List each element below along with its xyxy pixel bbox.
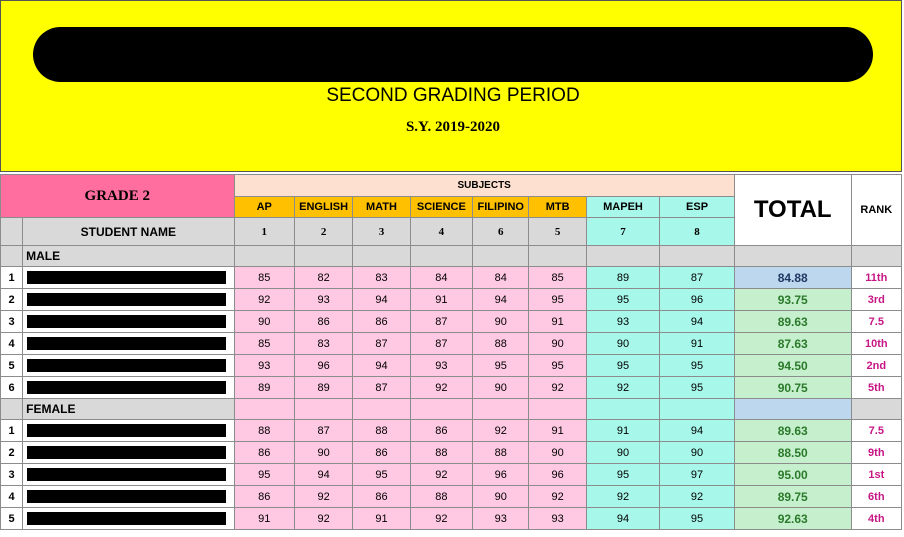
rank-value: 9th bbox=[851, 442, 901, 464]
subject-number: 7 bbox=[586, 218, 659, 246]
grade-cell: 92 bbox=[234, 289, 294, 311]
total-average: 89.75 bbox=[734, 486, 851, 508]
student-name bbox=[23, 267, 234, 289]
student-row bbox=[1, 355, 902, 377]
grade-cell: 91 bbox=[586, 420, 659, 442]
subject-header-science: SCIENCE bbox=[410, 197, 472, 218]
student-name bbox=[23, 464, 234, 486]
row-index: 5 bbox=[1, 508, 23, 530]
redacted-student-name bbox=[27, 424, 225, 437]
total-average: 93.75 bbox=[734, 289, 851, 311]
total-average: 88.50 bbox=[734, 442, 851, 464]
redacted-student-name bbox=[27, 271, 225, 284]
section-blank-cell bbox=[410, 246, 472, 267]
section-label: MALE bbox=[23, 246, 234, 267]
student-name bbox=[23, 289, 234, 311]
student-name-header: STUDENT NAME bbox=[23, 218, 234, 246]
grade-cell: 92 bbox=[529, 486, 586, 508]
student-row bbox=[1, 486, 902, 508]
grade-cell: 93 bbox=[473, 508, 529, 530]
grade-cell: 95 bbox=[660, 508, 735, 530]
section-row bbox=[1, 399, 902, 420]
grade-cell: 86 bbox=[353, 442, 410, 464]
redacted-student-name bbox=[27, 315, 225, 328]
grade-cell: 96 bbox=[473, 464, 529, 486]
grade-cell: 87 bbox=[410, 311, 472, 333]
redacted-school-name bbox=[33, 27, 873, 82]
grade-cell: 88 bbox=[234, 420, 294, 442]
grade-cell: 92 bbox=[294, 508, 352, 530]
redacted-student-name bbox=[27, 381, 225, 394]
student-row bbox=[1, 333, 902, 355]
grade-cell: 93 bbox=[410, 355, 472, 377]
grade-cell: 84 bbox=[410, 267, 472, 289]
school-year: S.Y. 2019-2020 bbox=[405, 119, 501, 135]
section-blank-cell bbox=[353, 246, 410, 267]
grade-cell: 95 bbox=[473, 355, 529, 377]
grade-cell: 92 bbox=[473, 420, 529, 442]
corner-cell bbox=[1, 218, 23, 246]
grade-cell: 87 bbox=[353, 333, 410, 355]
rank-value: 1st bbox=[851, 464, 901, 486]
student-row bbox=[1, 377, 902, 399]
row-index: 1 bbox=[1, 267, 23, 289]
grade-cell: 93 bbox=[294, 289, 352, 311]
grade-cell: 95 bbox=[529, 289, 586, 311]
row-index: 6 bbox=[1, 377, 23, 399]
total-average: 89.63 bbox=[734, 311, 851, 333]
grade-cell: 90 bbox=[473, 311, 529, 333]
section-blank-cell bbox=[529, 246, 586, 267]
subject-number: 2 bbox=[294, 218, 352, 246]
grade-cell: 92 bbox=[410, 377, 472, 399]
grade-cell: 95 bbox=[529, 355, 586, 377]
grade-cell: 97 bbox=[660, 464, 735, 486]
redacted-student-name bbox=[27, 490, 225, 503]
grade-cell: 89 bbox=[234, 377, 294, 399]
rank-value: 7.5 bbox=[851, 420, 901, 442]
grade-cell: 89 bbox=[586, 267, 659, 289]
grade-cell: 92 bbox=[294, 486, 352, 508]
grade-cell: 87 bbox=[410, 333, 472, 355]
subject-number: 3 bbox=[353, 218, 410, 246]
grades-table bbox=[0, 174, 902, 530]
section-index-blank bbox=[1, 246, 23, 267]
grade-cell: 88 bbox=[410, 442, 472, 464]
student-row bbox=[1, 442, 902, 464]
grade-cell: 95 bbox=[586, 289, 659, 311]
section-rank-blank bbox=[851, 246, 901, 267]
subjects-label: SUBJECTS bbox=[234, 175, 734, 197]
redacted-student-name bbox=[27, 337, 225, 350]
section-blank-cell bbox=[660, 399, 735, 420]
total-average: 90.75 bbox=[734, 377, 851, 399]
student-name bbox=[23, 508, 234, 530]
grade-cell: 94 bbox=[660, 311, 735, 333]
grade-cell: 87 bbox=[660, 267, 735, 289]
section-blank-cell bbox=[410, 399, 472, 420]
student-name bbox=[23, 420, 234, 442]
section-blank-cell bbox=[473, 246, 529, 267]
student-row bbox=[1, 420, 902, 442]
grade-cell: 90 bbox=[473, 486, 529, 508]
grade-cell: 94 bbox=[660, 420, 735, 442]
subject-header-filipino: FILIPINO bbox=[473, 197, 529, 218]
section-blank-cell bbox=[473, 399, 529, 420]
section-blank-cell bbox=[660, 246, 735, 267]
rank-value: 5th bbox=[851, 377, 901, 399]
student-name bbox=[23, 311, 234, 333]
section-blank-cell bbox=[353, 399, 410, 420]
grade-cell: 93 bbox=[529, 508, 586, 530]
subject-number: 1 bbox=[234, 218, 294, 246]
grade-cell: 92 bbox=[586, 377, 659, 399]
redacted-student-name bbox=[27, 446, 225, 459]
grade-cell: 87 bbox=[294, 420, 352, 442]
row-index: 2 bbox=[1, 289, 23, 311]
total-average: 89.63 bbox=[734, 420, 851, 442]
grade-cell: 92 bbox=[586, 486, 659, 508]
grade-cell: 96 bbox=[529, 464, 586, 486]
subject-header-ap: AP bbox=[234, 197, 294, 218]
total-average: 95.00 bbox=[734, 464, 851, 486]
grade-cell: 91 bbox=[529, 311, 586, 333]
section-total-blank bbox=[734, 399, 851, 420]
grade-cell: 85 bbox=[529, 267, 586, 289]
grade-cell: 94 bbox=[353, 355, 410, 377]
grade-cell: 95 bbox=[660, 377, 735, 399]
row-index: 4 bbox=[1, 486, 23, 508]
title-banner bbox=[0, 0, 902, 172]
section-row bbox=[1, 246, 902, 267]
total-average: 92.63 bbox=[734, 508, 851, 530]
row-index: 3 bbox=[1, 464, 23, 486]
grade-cell: 90 bbox=[294, 442, 352, 464]
grade-cell: 86 bbox=[353, 311, 410, 333]
grade-cell: 86 bbox=[234, 486, 294, 508]
grade-cell: 94 bbox=[586, 508, 659, 530]
grade-cell: 94 bbox=[473, 289, 529, 311]
rank-value: 2nd bbox=[851, 355, 901, 377]
section-index-blank bbox=[1, 399, 23, 420]
student-row bbox=[1, 311, 902, 333]
grade-cell: 86 bbox=[353, 486, 410, 508]
grade-cell: 95 bbox=[660, 355, 735, 377]
student-row bbox=[1, 464, 902, 486]
grade-cell: 82 bbox=[294, 267, 352, 289]
row-index: 2 bbox=[1, 442, 23, 464]
row-index: 1 bbox=[1, 420, 23, 442]
grade-cell: 88 bbox=[473, 442, 529, 464]
student-row bbox=[1, 508, 902, 530]
subject-number: 5 bbox=[529, 218, 586, 246]
grade-cell: 95 bbox=[586, 464, 659, 486]
subject-header-math: MATH bbox=[353, 197, 410, 218]
student-name bbox=[23, 442, 234, 464]
header-row-subjects bbox=[1, 175, 902, 197]
grade-cell: 95 bbox=[353, 464, 410, 486]
grade-cell: 83 bbox=[353, 267, 410, 289]
total-average: 84.88 bbox=[734, 267, 851, 289]
grade-label: GRADE 2 bbox=[1, 175, 235, 218]
rank-value: 11th bbox=[851, 267, 901, 289]
grade-cell: 90 bbox=[234, 311, 294, 333]
total-average: 94.50 bbox=[734, 355, 851, 377]
grade-cell: 96 bbox=[660, 289, 735, 311]
row-index: 4 bbox=[1, 333, 23, 355]
grade-cell: 86 bbox=[294, 311, 352, 333]
grade-cell: 86 bbox=[410, 420, 472, 442]
subject-header-esp: ESP bbox=[660, 197, 735, 218]
section-rank-blank bbox=[851, 399, 901, 420]
grading-period-title: SECOND GRADING PERIOD bbox=[326, 85, 580, 106]
section-blank-cell bbox=[234, 399, 294, 420]
subject-number: 6 bbox=[473, 218, 529, 246]
grade-cell: 85 bbox=[234, 267, 294, 289]
grade-cell: 86 bbox=[234, 442, 294, 464]
grade-cell: 90 bbox=[586, 442, 659, 464]
grade-cell: 92 bbox=[660, 486, 735, 508]
rank-value: 3rd bbox=[851, 289, 901, 311]
grade-cell: 88 bbox=[410, 486, 472, 508]
row-index: 3 bbox=[1, 311, 23, 333]
grade-cell: 94 bbox=[353, 289, 410, 311]
subject-header-mapeh: MAPEH bbox=[586, 197, 659, 218]
subject-number: 4 bbox=[410, 218, 472, 246]
grade-cell: 94 bbox=[294, 464, 352, 486]
rank-value: 7.5 bbox=[851, 311, 901, 333]
grade-cell: 93 bbox=[234, 355, 294, 377]
grade-cell: 92 bbox=[410, 464, 472, 486]
grade-cell: 91 bbox=[353, 508, 410, 530]
section-label: FEMALE bbox=[23, 399, 234, 420]
grade-cell: 83 bbox=[294, 333, 352, 355]
rank-value: 4th bbox=[851, 508, 901, 530]
grade-cell: 84 bbox=[473, 267, 529, 289]
grade-cell: 91 bbox=[660, 333, 735, 355]
section-total-blank bbox=[734, 246, 851, 267]
grade-cell: 96 bbox=[294, 355, 352, 377]
redacted-student-name bbox=[27, 293, 225, 306]
subject-header-english: ENGLISH bbox=[294, 197, 352, 218]
subject-header-mtb: MTB bbox=[529, 197, 586, 218]
subject-number: 8 bbox=[660, 218, 735, 246]
section-blank-cell bbox=[529, 399, 586, 420]
grade-cell: 95 bbox=[586, 355, 659, 377]
grade-cell: 88 bbox=[353, 420, 410, 442]
grade-cell: 95 bbox=[234, 464, 294, 486]
student-name bbox=[23, 355, 234, 377]
grade-cell: 93 bbox=[586, 311, 659, 333]
student-name bbox=[23, 377, 234, 399]
grade-cell: 92 bbox=[410, 508, 472, 530]
grade-cell: 90 bbox=[660, 442, 735, 464]
total-header: TOTAL bbox=[734, 175, 851, 246]
student-row bbox=[1, 289, 902, 311]
student-row bbox=[1, 267, 902, 289]
redacted-student-name bbox=[27, 468, 225, 481]
section-blank-cell bbox=[586, 246, 659, 267]
student-name bbox=[23, 486, 234, 508]
grade-cell: 90 bbox=[473, 377, 529, 399]
section-blank-cell bbox=[234, 246, 294, 267]
redacted-student-name bbox=[27, 512, 225, 525]
grade-cell: 90 bbox=[586, 333, 659, 355]
row-index: 5 bbox=[1, 355, 23, 377]
section-blank-cell bbox=[586, 399, 659, 420]
grade-cell: 88 bbox=[473, 333, 529, 355]
student-name bbox=[23, 333, 234, 355]
grade-cell: 90 bbox=[529, 333, 586, 355]
rank-header: RANK bbox=[851, 175, 901, 246]
grade-cell: 91 bbox=[410, 289, 472, 311]
redacted-student-name bbox=[27, 359, 225, 372]
total-average: 87.63 bbox=[734, 333, 851, 355]
section-blank-cell bbox=[294, 246, 352, 267]
section-blank-cell bbox=[294, 399, 352, 420]
grade-cell: 90 bbox=[529, 442, 586, 464]
grade-cell: 91 bbox=[234, 508, 294, 530]
rank-value: 10th bbox=[851, 333, 901, 355]
grade-cell: 89 bbox=[294, 377, 352, 399]
grade-cell: 85 bbox=[234, 333, 294, 355]
grade-cell: 87 bbox=[353, 377, 410, 399]
grade-cell: 92 bbox=[529, 377, 586, 399]
grade-cell: 91 bbox=[529, 420, 586, 442]
rank-value: 6th bbox=[851, 486, 901, 508]
